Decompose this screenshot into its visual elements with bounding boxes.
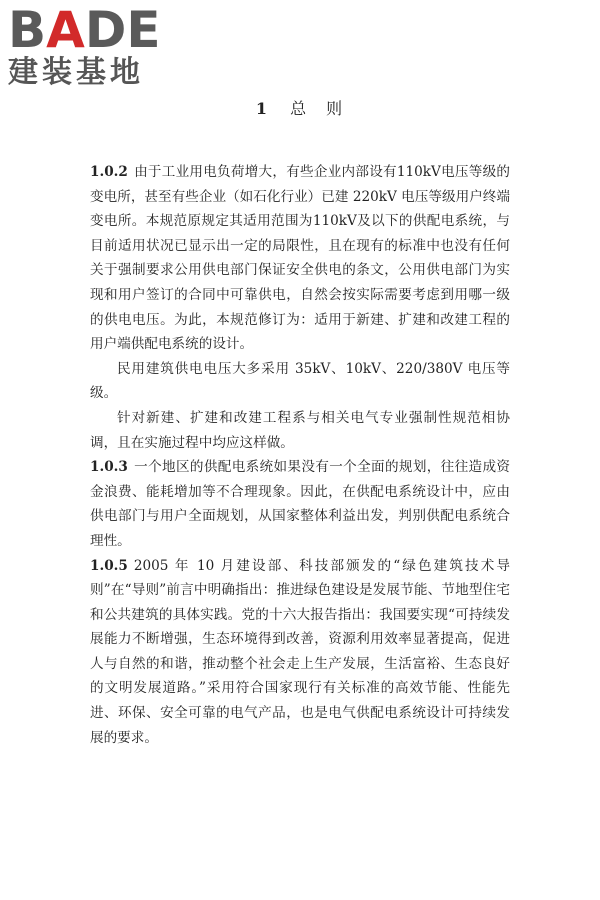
chapter-number: 1 bbox=[255, 99, 270, 118]
chapter-title bbox=[0, 96, 600, 119]
paragraph-coordination bbox=[90, 406, 510, 455]
clause-number: 1.0.2 bbox=[90, 164, 128, 180]
clause-number: 1.0.3 bbox=[90, 459, 128, 476]
logo bbox=[8, 1, 178, 90]
clause-text: 由于工业用电负荷增大，有些企业内部设有110kV电压等级的变电所，甚至有些企业（如石化行业）已建 220kV 电压等级用户终端变电所。本规范原规定其适用范围为110kV及以下的供配电系统，与目前适用状况已显示出一定的局限性，且在现有的标准中也没有任何关于强制要求公用供电部门保证安全供电的条文，公用供电部门为实现和用户签订的合同中可靠供电，自然会按实际需要考虑到用哪一级的供电电压。为此，本规范修订为：适用于新建、扩建和改建工程的用户端供配电系统的设计。 bbox=[90, 164, 510, 353]
clause-1-0-5 bbox=[90, 554, 510, 751]
clause-text: 一个地区的供配电系统如果没有一个全面的规划，往往造成资金浪费、能耗增加等不合理现象。因此，在供配电系统设计中，应由供电部门与用户全面规划，从国家整体利益出发，判别供配电系统合理性。 bbox=[90, 459, 510, 549]
chapter-heading: 总 则 bbox=[290, 99, 345, 118]
paragraph-text: 针对新建、扩建和改建工程系与相关电气专业强制性规范相协调，且在实施过程中均应这样做。 bbox=[90, 409, 510, 451]
paragraph-voltage-levels bbox=[90, 357, 510, 406]
logo-subtitle: 建装基地 bbox=[8, 55, 144, 90]
clause-text: 2005 年 10 月建设部、科技部颁发的“绿色建筑技术导则”在“导则”前言中明确指出：推进绿色建设是发展节能、节地型住宅和公共建筑的具体实践。党的十六大报告指出：我国要实现“可持续发展能力不断增强，生态环境得到改善，资源利用效率显著提高，促进人与自然的和谐，推动整个社会走上生产发展，生活富裕、生态良好的文明发展道路。”采用符合国家现行有关标准的高效节能、性能先进、环保、安全可靠的电气产品，也是电气供配电系统设计可持续发展的要求。 bbox=[90, 557, 510, 746]
body-text bbox=[90, 160, 510, 750]
clause-number: 1.0.5 bbox=[90, 557, 128, 574]
paragraph-text: 民用建筑供电电压大多采用 35kV、10kV、220/380V 电压等级。 bbox=[90, 360, 510, 402]
clause-1-0-3 bbox=[90, 455, 510, 553]
logo-wordmark: BADE bbox=[8, 1, 161, 59]
clause-1-0-2 bbox=[90, 160, 510, 357]
